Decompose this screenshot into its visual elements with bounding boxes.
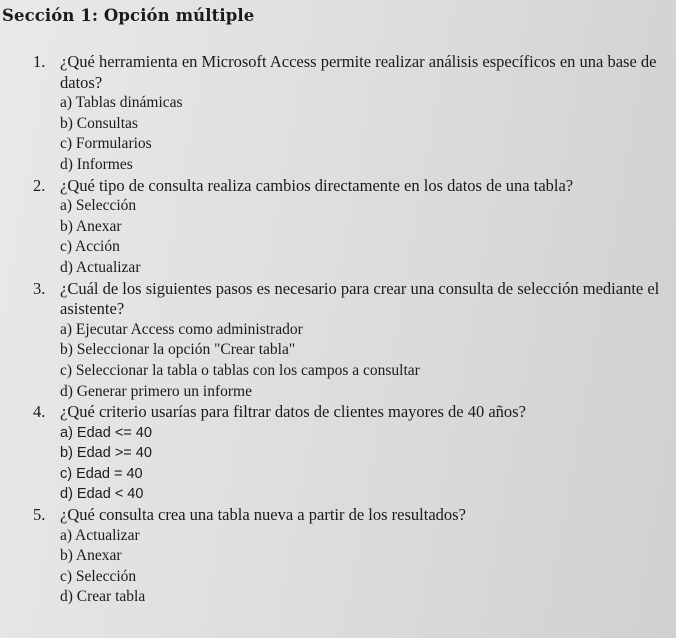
option-d: d) Informes <box>60 155 133 173</box>
section-title: Sección 1: Opción múltiple <box>2 6 255 25</box>
question-number: 5. <box>33 505 46 525</box>
option-b: b) Seleccionar la opción "Crear tabla" <box>60 341 296 359</box>
option-c: c) Seleccionar la tabla o tablas con los campos a consultar <box>60 361 420 379</box>
question-3-stem <box>0 279 676 320</box>
option-list <box>0 526 676 608</box>
option-b: b) Anexar <box>60 217 122 235</box>
option-c: c) Acción <box>60 238 120 256</box>
question-text: ¿Qué consulta crea una tabla nueva a partir de los resultados? <box>60 505 466 525</box>
option-a: a) Ejecutar Access como administrador <box>60 320 303 338</box>
question-text: ¿Qué tipo de consulta realiza cambios directamente en los datos de una tabla? <box>60 175 574 195</box>
question-list <box>0 52 676 608</box>
option-c: c) Edad = 40 <box>60 465 143 482</box>
option-b: b) Consultas <box>60 114 138 132</box>
question-2 <box>0 176 676 279</box>
question-number: 1. <box>33 52 46 71</box>
question-4-stem <box>0 402 676 423</box>
question-text: ¿Qué criterio usarías para filtrar datos de clientes mayores de 40 años? <box>60 402 526 422</box>
option-c: c) Selección <box>60 567 137 585</box>
question-4 <box>0 402 676 505</box>
question-1 <box>0 52 676 176</box>
question-text: ¿Qué herramienta en Microsoft Access permite realizar análisis específicos en una base de datos? <box>60 52 657 92</box>
question-1-stem <box>0 52 676 93</box>
option-list <box>0 423 676 505</box>
option-a: a) Actualizar <box>60 526 140 544</box>
question-2-stem <box>0 176 676 197</box>
option-c: c) Formularios <box>60 135 152 153</box>
question-number: 4. <box>33 402 46 422</box>
option-d: d) Generar primero un informe <box>60 382 252 400</box>
option-d: d) Crear tabla <box>60 588 146 606</box>
option-list <box>0 196 676 278</box>
option-list <box>0 320 676 402</box>
option-b: b) Anexar <box>60 547 122 565</box>
option-d: d) Edad < 40 <box>60 486 144 503</box>
question-5 <box>0 505 676 608</box>
question-number: 2. <box>33 175 46 195</box>
option-a: a) Edad <= 40 <box>60 424 152 441</box>
question-5-stem <box>0 505 676 526</box>
question-3 <box>0 279 676 403</box>
option-b: b) Edad >= 40 <box>60 445 152 462</box>
option-a: a) Tablas dinámicas <box>60 94 183 112</box>
option-d: d) Actualizar <box>60 258 141 276</box>
option-a: a) Selección <box>60 197 137 215</box>
option-list <box>0 93 676 175</box>
question-number: 3. <box>33 278 46 298</box>
question-text: ¿Cuál de los siguientes pasos es necesario para crear una consulta de selección mediante el asistente? <box>60 278 660 319</box>
